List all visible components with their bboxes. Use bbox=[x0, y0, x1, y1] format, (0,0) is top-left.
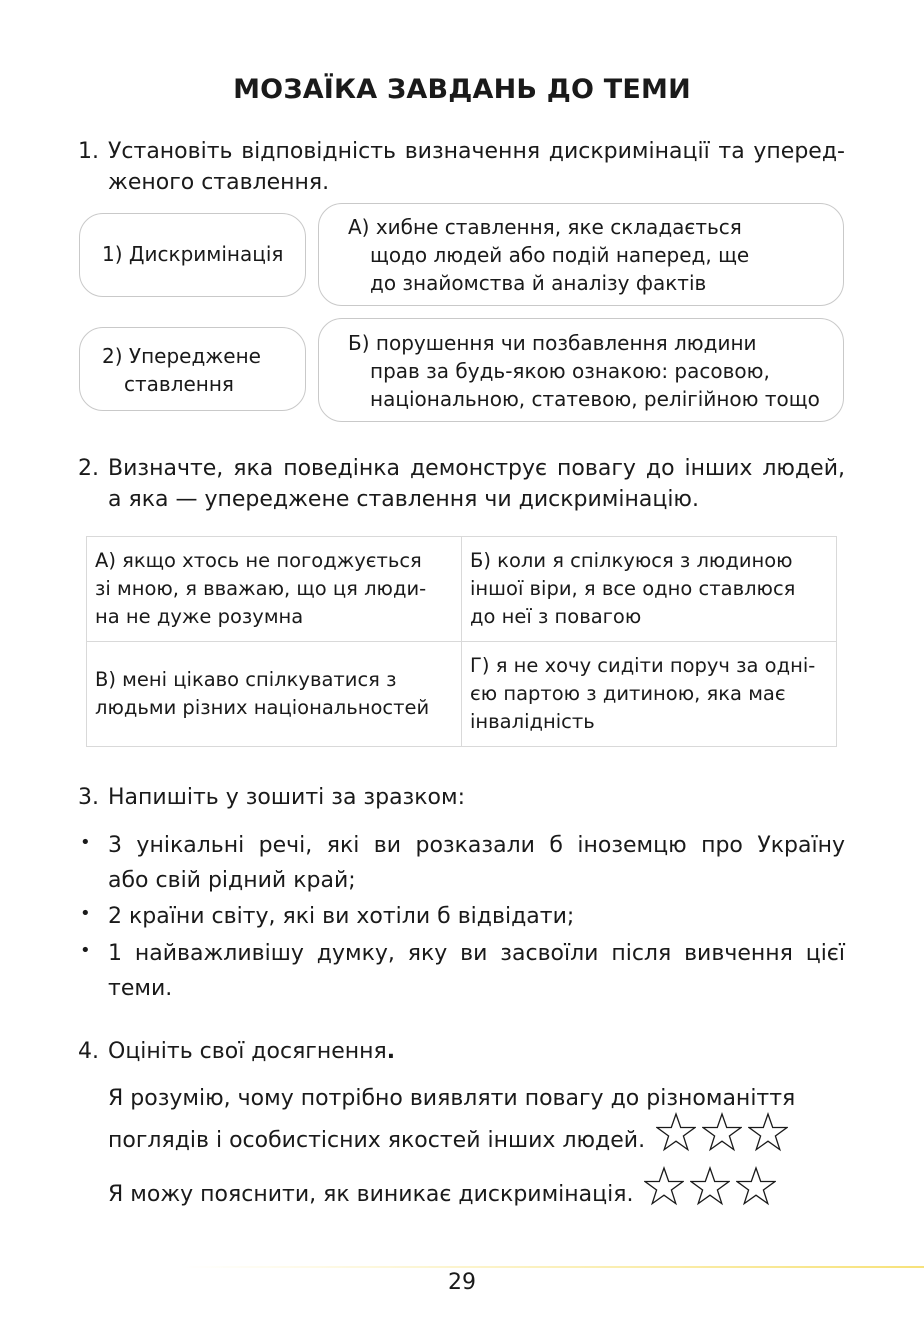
match-right-box-b bbox=[318, 318, 844, 422]
task2-line1: Визначте, яка поведінка демонструє повагу до інших людей, bbox=[108, 456, 845, 481]
cell-line: на не дуже розумна bbox=[95, 605, 304, 628]
rating-stars-2 bbox=[644, 1166, 776, 1210]
cell-line: Г) я не хочу сидіти поруч за одні- bbox=[470, 654, 816, 677]
bullet-marker: • bbox=[80, 903, 91, 924]
bullet-marker: • bbox=[80, 940, 91, 961]
table-cell bbox=[462, 537, 837, 642]
cell-line: людьми різних національностей bbox=[95, 696, 430, 719]
match-left-label: ставлення bbox=[124, 372, 234, 396]
cell-line: зі мною, я вважаю, що ця люди- bbox=[95, 577, 427, 600]
table-row bbox=[87, 537, 837, 642]
behaviour-table bbox=[86, 536, 837, 747]
task4-heading-dot: . bbox=[386, 1039, 396, 1064]
task3-number: 3. bbox=[78, 785, 99, 810]
star-outline-icon[interactable] bbox=[748, 1112, 788, 1152]
self-assessment-statement-1-cont: поглядів і особистісних якостей інших людей. bbox=[108, 1128, 646, 1153]
star-outline-icon[interactable] bbox=[690, 1166, 730, 1206]
cell-line: інвалідність bbox=[470, 710, 595, 733]
rating-stars-1 bbox=[656, 1112, 788, 1156]
bullet-line: або свій рідний край; bbox=[108, 868, 356, 893]
task2-number: 2. bbox=[78, 456, 99, 481]
bullet-marker: • bbox=[80, 832, 91, 853]
match-right-text: до знайомства й аналізу фактів bbox=[370, 271, 707, 295]
task4-number: 4. bbox=[78, 1039, 99, 1064]
task4-heading-text: Оцініть свої досягнення bbox=[108, 1039, 387, 1064]
cell-line: Б) коли я спілкуюся з людиною bbox=[470, 549, 793, 572]
star-outline-icon[interactable] bbox=[702, 1112, 742, 1152]
task2-text bbox=[108, 453, 845, 515]
match-left-label: 1) Дискримінація bbox=[102, 242, 284, 266]
task2-line2: а яка — упереджене ставлення чи дискримінацію. bbox=[108, 487, 699, 512]
cell-line: А) якщо хтось не погоджується bbox=[95, 549, 422, 572]
bullet-item bbox=[108, 936, 845, 1006]
page-number: 29 bbox=[448, 1270, 476, 1295]
star-outline-icon[interactable] bbox=[644, 1166, 684, 1206]
task1-line1: Установіть відповідність визначення дискримінації та упеpед- bbox=[108, 139, 845, 164]
cell-line: В) мені цікаво спілкуватися з bbox=[95, 668, 397, 691]
task1-line2: женого ставлення. bbox=[108, 170, 330, 195]
task4-heading bbox=[108, 1036, 395, 1067]
bullet-line: 3 унікальні речі, які ви розказали б іноземцю про Україну bbox=[108, 833, 845, 858]
match-right-box-a bbox=[318, 203, 844, 306]
cell-line: єю партою з дитиною, яка має bbox=[470, 682, 786, 705]
footer-divider bbox=[180, 1266, 924, 1268]
table-cell bbox=[87, 537, 462, 642]
task3-heading: Напишіть у зошиті за зразком: bbox=[108, 785, 466, 810]
bullet-line: 1 найважливішу думку, яку ви засвоїли після вивчення цієї bbox=[108, 941, 845, 966]
table-row bbox=[87, 642, 837, 747]
self-assessment-statement-2: Я можу пояснити, як виникає дискримінація. bbox=[108, 1182, 634, 1207]
star-outline-icon[interactable] bbox=[656, 1112, 696, 1152]
table-cell bbox=[87, 642, 462, 747]
cell-line: до неї з повагою bbox=[470, 605, 642, 628]
bullet-item bbox=[108, 828, 845, 898]
match-right-text: прав за будь-якою ознакою: расовою, bbox=[370, 359, 770, 383]
match-right-text: А) хибне ставлення, яке складається bbox=[348, 215, 742, 239]
match-left-box-2 bbox=[79, 327, 306, 411]
cell-line: іншої віри, я все одно ставлюся bbox=[470, 577, 796, 600]
match-right-text: національною, статевою, релігійною тощо bbox=[370, 387, 820, 411]
star-outline-icon[interactable] bbox=[736, 1166, 776, 1206]
self-assessment-statement-1: Я розумію, чому потрібно виявляти повагу до різноманіття bbox=[108, 1086, 796, 1111]
bullet-line: теми. bbox=[108, 976, 173, 1001]
match-left-label: 2) Упереджене bbox=[102, 344, 261, 368]
task1-number: 1. bbox=[78, 139, 99, 164]
page-title: МОЗАЇКА ЗАВДАНЬ ДО ТЕМИ bbox=[233, 74, 691, 105]
match-left-box-1 bbox=[79, 213, 306, 297]
bullet-line: 2 країни світу, які ви хотіли б відвідати; bbox=[108, 904, 575, 929]
table-cell bbox=[462, 642, 837, 747]
match-right-text: Б) порушення чи позбавлення людини bbox=[348, 331, 757, 355]
task1-text bbox=[108, 136, 845, 198]
bullet-item bbox=[108, 899, 845, 934]
match-right-text: щодо людей або подій наперед, ще bbox=[370, 243, 750, 267]
